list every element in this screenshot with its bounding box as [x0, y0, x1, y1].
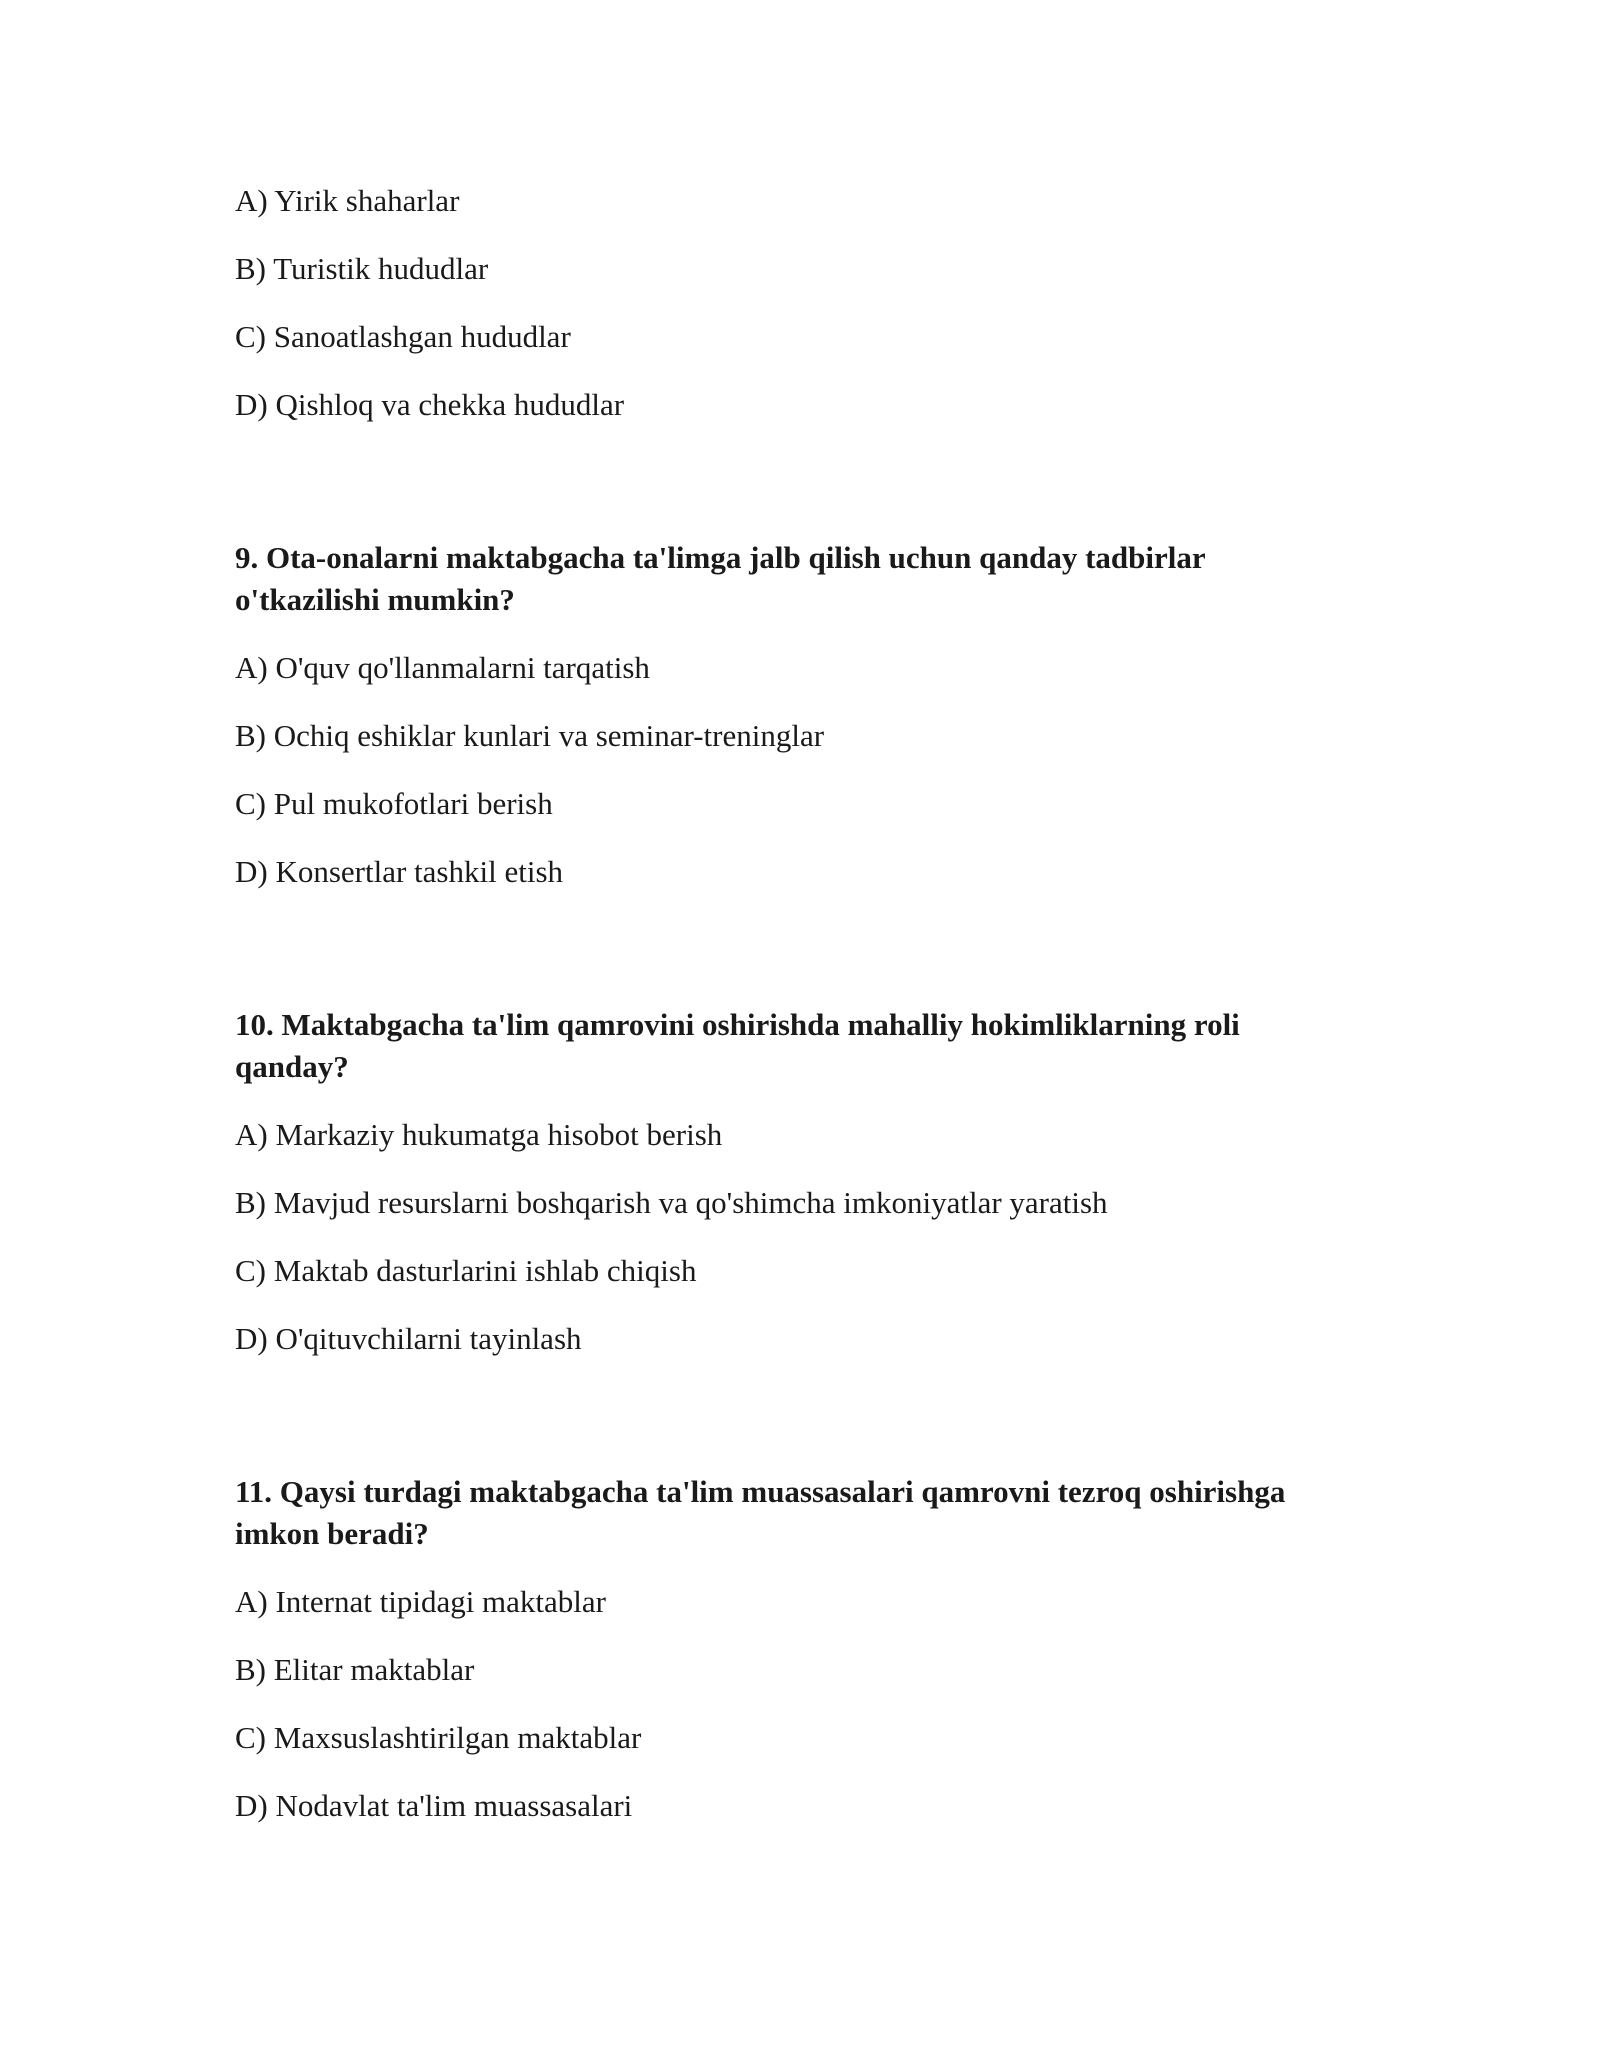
option-b: B) Ochiq eshiklar kunlari va seminar-treninglar	[235, 718, 825, 753]
question-text-line-2: o'tkazilishi mumkin?	[235, 582, 515, 617]
option-d: D) Konsertlar tashkil etish	[235, 854, 564, 889]
option-a: A) Markaziy hukumatga hisobot berish	[235, 1117, 723, 1152]
option-c: C) Pul mukofotlari berish	[235, 786, 553, 821]
question-text-line-1: 9. Ota-onalarni maktabgacha ta'limga jalb qilish uchun qanday tadbirlar	[235, 540, 1206, 575]
question-text-line-2: qanday?	[235, 1049, 349, 1084]
question-text	[235, 537, 1365, 621]
document-page	[235, 180, 1365, 1827]
question-text-line-1: 11. Qaysi turdagi maktabgacha ta'lim muassasalari qamrovni tezroq oshirishga	[235, 1474, 1286, 1509]
option-d: D) Nodavlat ta'lim muassasalari	[235, 1788, 633, 1823]
option-c: C) Sanoatlashgan hududlar	[235, 319, 571, 354]
option-d: D) Qishloq va chekka hududlar	[235, 387, 625, 422]
option-c: C) Maxsuslashtirilgan maktablar	[235, 1720, 642, 1755]
question-10	[235, 1004, 1365, 1360]
question-11	[235, 1471, 1365, 1827]
question-text-line-2: imkon beradi?	[235, 1516, 429, 1551]
option-b: B) Mavjud resurslarni boshqarish va qo'shimcha imkoniyatlar yaratish	[235, 1185, 1108, 1220]
option-a: A) O'quv qo'llanmalarni tarqatish	[235, 650, 650, 685]
option-a: A) Yirik shaharlar	[235, 183, 460, 218]
previous-question-options	[235, 180, 1365, 426]
option-d: D) O'qituvchilarni tayinlash	[235, 1321, 582, 1356]
option-c: C) Maktab dasturlarini ishlab chiqish	[235, 1253, 697, 1288]
option-b: B) Turistik hududlar	[235, 251, 489, 286]
question-text-line-1: 10. Maktabgacha ta'lim qamrovini oshirishda mahalliy hokimliklarning roli	[235, 1007, 1240, 1042]
question-text	[235, 1471, 1365, 1555]
question-text	[235, 1004, 1365, 1088]
option-a: A) Internat tipidagi maktablar	[235, 1584, 607, 1619]
question-9	[235, 537, 1365, 893]
option-b: B) Elitar maktablar	[235, 1652, 475, 1687]
